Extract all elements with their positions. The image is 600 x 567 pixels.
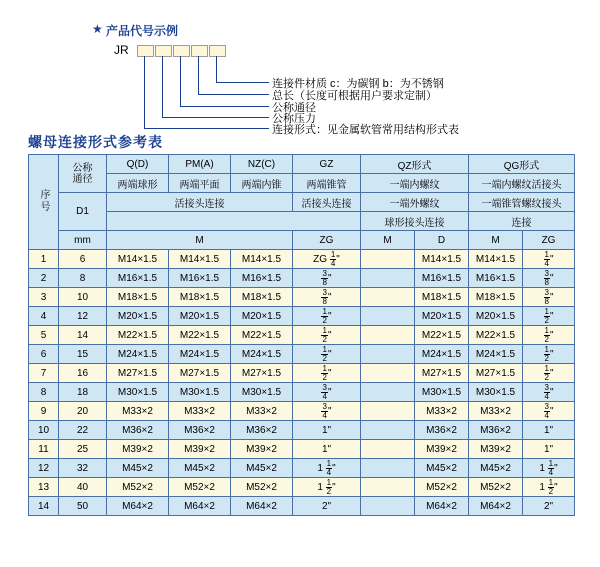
table-row: [29, 421, 575, 440]
leader-line-2-v: [198, 56, 199, 94]
cell-q: M20×1.5: [107, 307, 169, 326]
cell-seq: 9: [29, 402, 59, 421]
leader-line-1-h: [216, 82, 269, 83]
header-group-qg: QG形式: [469, 155, 575, 174]
cell-dn: 15: [59, 345, 107, 364]
cell-seq: 3: [29, 288, 59, 307]
code-prefix: JR: [114, 43, 129, 57]
cell-dn: 25: [59, 440, 107, 459]
product-code-diagram: [0, 0, 600, 136]
cell-dn: 8: [59, 269, 107, 288]
cell-pm: M16×1.5: [169, 269, 231, 288]
cell-seq: 6: [29, 345, 59, 364]
cell-qz-d: M18×1.5: [415, 288, 469, 307]
note-pressure: 公称压力: [272, 113, 316, 125]
cell-q: M64×2: [107, 497, 169, 516]
cell-q: M36×2: [107, 421, 169, 440]
cell-gz: $\frac{1}{2}$ ": [293, 345, 361, 364]
header-unit-zg: ZG: [293, 231, 361, 250]
cell-qg-m: M20×1.5: [469, 307, 523, 326]
table-row: [29, 440, 575, 459]
header-group-nz: NZ(C): [231, 155, 293, 174]
cell-seq: 13: [29, 478, 59, 497]
cell-pm: M36×2: [169, 421, 231, 440]
header-desc-nz: 两端内锥: [231, 174, 293, 193]
cell-seq: 4: [29, 307, 59, 326]
cell-nz: M39×2: [231, 440, 293, 459]
cell-pm: M33×2: [169, 402, 231, 421]
cell-nz: M36×2: [231, 421, 293, 440]
header-dn: 公称通径: [59, 155, 107, 193]
cell-qg-zg: $\frac{1}{2}$ ": [523, 364, 575, 383]
header-desc-q: 两端球形: [107, 174, 169, 193]
table-row: [29, 269, 575, 288]
leader-line-3-v: [180, 56, 181, 106]
code-box-3: [173, 45, 190, 57]
table-row: [29, 250, 575, 269]
cell-seq: 2: [29, 269, 59, 288]
cell-dn: 10: [59, 288, 107, 307]
cell-qg-zg: $\frac{3}{8}$ ": [523, 288, 575, 307]
cell-pm: M14×1.5: [169, 250, 231, 269]
cell-q: M45×2: [107, 459, 169, 478]
cell-qz-d: M14×1.5: [415, 250, 469, 269]
header-group-pm: PM(A): [169, 155, 231, 174]
header-group-qz: QZ形式: [361, 155, 469, 174]
cell-qz-d: M39×2: [415, 440, 469, 459]
cell-dn: 6: [59, 250, 107, 269]
cell-qz-d: M52×2: [415, 478, 469, 497]
cell-qz-d: M36×2: [415, 421, 469, 440]
cell-qz-d: M24×1.5: [415, 345, 469, 364]
cell-pm: M22×1.5: [169, 326, 231, 345]
cell-gz: $\frac{1}{2}$ ": [293, 364, 361, 383]
cell-qz-d: M27×1.5: [415, 364, 469, 383]
cell-nz: M45×2: [231, 459, 293, 478]
header-group-q: Q(D): [107, 155, 169, 174]
cell-nz: M18×1.5: [231, 288, 293, 307]
cell-qg-zg: $\frac{1}{2}$ ": [523, 326, 575, 345]
cell-gz: ZG $\frac{1}{4}$ ": [293, 250, 361, 269]
cell-gz: $\frac{1}{2}$ ": [293, 326, 361, 345]
cell-qg-zg: 2": [523, 497, 575, 516]
reference-table: [28, 154, 575, 516]
cell-qz-d: M45×2: [415, 459, 469, 478]
cell-qg-zg: $\frac{1}{2}$ ": [523, 345, 575, 364]
cell-qz-m: [361, 326, 415, 345]
table-row: [29, 497, 575, 516]
header-span-gz: 活接头连接: [293, 193, 361, 212]
cell-nz: M20×1.5: [231, 307, 293, 326]
cell-qg-m: M45×2: [469, 459, 523, 478]
cell-gz: $\frac{3}{4}$ ": [293, 402, 361, 421]
cell-qg-zg: $\frac{1}{2}$ ": [523, 307, 575, 326]
cell-qz-d: M30×1.5: [415, 383, 469, 402]
table-row: [29, 364, 575, 383]
leader-line-4-v: [162, 56, 163, 117]
header-unit-qz-m: M: [361, 231, 415, 250]
cell-qz-d: M22×1.5: [415, 326, 469, 345]
header-group-gz: GZ: [293, 155, 361, 174]
cell-seq: 12: [29, 459, 59, 478]
code-box-4: [191, 45, 208, 57]
note-length: 总长（长度可根据用户要求定制）: [272, 90, 437, 102]
cell-qz-m: [361, 440, 415, 459]
note-diameter: 公称通径: [272, 102, 316, 114]
header-span-qz-sub: 一端外螺纹: [361, 193, 469, 212]
cell-qg-m: M27×1.5: [469, 364, 523, 383]
cell-pm: M52×2: [169, 478, 231, 497]
code-box-5: [209, 45, 226, 57]
cell-gz: 1": [293, 421, 361, 440]
cell-seq: 10: [29, 421, 59, 440]
cell-q: M16×1.5: [107, 269, 169, 288]
cell-qz-m: [361, 307, 415, 326]
table-row: [29, 288, 575, 307]
table-title: 螺母连接形式参考表: [28, 134, 163, 150]
cell-qg-m: M22×1.5: [469, 326, 523, 345]
header-desc-qz: 一端内螺纹: [361, 174, 469, 193]
cell-qz-d: M33×2: [415, 402, 469, 421]
cell-qg-zg: 1 $\frac{1}{2}$ ": [523, 478, 575, 497]
cell-gz: $\frac{3}{8}$ ": [293, 288, 361, 307]
cell-gz: 2": [293, 497, 361, 516]
header-desc-qg: 一端内螺纹活接头: [469, 174, 575, 193]
cell-q: M33×2: [107, 402, 169, 421]
header-blank-left: [107, 212, 361, 231]
cell-qg-zg: 1 $\frac{1}{4}$ ": [523, 459, 575, 478]
cell-dn: 16: [59, 364, 107, 383]
cell-gz: 1 $\frac{1}{2}$ ": [293, 478, 361, 497]
cell-seq: 7: [29, 364, 59, 383]
cell-gz: $\frac{3}{4}$ ": [293, 383, 361, 402]
cell-nz: M27×1.5: [231, 364, 293, 383]
cell-q: M18×1.5: [107, 288, 169, 307]
nut-connection-table: [28, 154, 574, 516]
cell-qz-m: [361, 478, 415, 497]
header-unit-qg-m: M: [469, 231, 523, 250]
cell-dn: 32: [59, 459, 107, 478]
cell-dn: 22: [59, 421, 107, 440]
cell-gz: 1 $\frac{1}{4}$ ": [293, 459, 361, 478]
table-row: [29, 345, 575, 364]
note-connection: 连接形式：见金属软管常用结构形式表: [272, 124, 459, 136]
cell-qg-zg: 1": [523, 440, 575, 459]
cell-qg-m: M39×2: [469, 440, 523, 459]
cell-qg-m: M64×2: [469, 497, 523, 516]
cell-nz: M52×2: [231, 478, 293, 497]
cell-seq: 1: [29, 250, 59, 269]
leader-line-4-h: [162, 117, 269, 118]
cell-pm: M18×1.5: [169, 288, 231, 307]
cell-qz-m: [361, 288, 415, 307]
leader-line-2-h: [198, 94, 269, 95]
header-unit-qz-d: D: [415, 231, 469, 250]
cell-qz-m: [361, 383, 415, 402]
cell-pm: M27×1.5: [169, 364, 231, 383]
cell-qg-m: M24×1.5: [469, 345, 523, 364]
cell-nz: M33×2: [231, 402, 293, 421]
cell-nz: M16×1.5: [231, 269, 293, 288]
cell-qg-zg: $\frac{3}{4}$ ": [523, 383, 575, 402]
leader-line-5-v: [144, 56, 145, 128]
cell-qz-m: [361, 459, 415, 478]
cell-q: M30×1.5: [107, 383, 169, 402]
cell-gz: $\frac{1}{2}$ ": [293, 307, 361, 326]
header-unit-qg-zg: ZG: [523, 231, 575, 250]
cell-q: M22×1.5: [107, 326, 169, 345]
cell-qg-zg: 1": [523, 421, 575, 440]
cell-seq: 5: [29, 326, 59, 345]
cell-q: M14×1.5: [107, 250, 169, 269]
cell-gz: $\frac{3}{8}$ ": [293, 269, 361, 288]
cell-qg-m: M16×1.5: [469, 269, 523, 288]
cell-seq: 8: [29, 383, 59, 402]
header-desc-gz: 两端锥管: [293, 174, 361, 193]
cell-qg-m: M33×2: [469, 402, 523, 421]
header-seq: 序号: [29, 155, 59, 250]
table-row: [29, 402, 575, 421]
leader-line-1-v: [216, 56, 217, 82]
cell-qz-d: M64×2: [415, 497, 469, 516]
cell-nz: M14×1.5: [231, 250, 293, 269]
diagram-title: 产品代号示例: [106, 24, 179, 38]
code-box-1: [137, 45, 154, 57]
cell-nz: M30×1.5: [231, 383, 293, 402]
cell-qz-m: [361, 364, 415, 383]
cell-qz-m: [361, 269, 415, 288]
cell-qg-zg: $\frac{3}{4}$ ": [523, 402, 575, 421]
cell-q: M24×1.5: [107, 345, 169, 364]
cell-pm: M64×2: [169, 497, 231, 516]
cell-qz-d: M16×1.5: [415, 269, 469, 288]
table-row: [29, 326, 575, 345]
header-span-qg: 连接: [469, 212, 575, 231]
table-row: [29, 307, 575, 326]
star-icon: ★: [92, 22, 103, 36]
cell-gz: 1": [293, 440, 361, 459]
cell-pm: M24×1.5: [169, 345, 231, 364]
cell-dn: 40: [59, 478, 107, 497]
cell-q: M39×2: [107, 440, 169, 459]
cell-qz-d: M20×1.5: [415, 307, 469, 326]
cell-qz-m: [361, 421, 415, 440]
cell-qg-m: M14×1.5: [469, 250, 523, 269]
cell-pm: M45×2: [169, 459, 231, 478]
header-unit-mm: mm: [59, 231, 107, 250]
header-desc-pm: 两端平面: [169, 174, 231, 193]
cell-qg-m: M18×1.5: [469, 288, 523, 307]
cell-seq: 11: [29, 440, 59, 459]
cell-dn: 12: [59, 307, 107, 326]
cell-qz-m: [361, 402, 415, 421]
cell-dn: 14: [59, 326, 107, 345]
cell-qg-m: M36×2: [469, 421, 523, 440]
cell-dn: 20: [59, 402, 107, 421]
cell-nz: M64×2: [231, 497, 293, 516]
cell-qg-m: M52×2: [469, 478, 523, 497]
note-material: 连接件材质 c：为碳钢 b：为不锈钢: [272, 78, 444, 90]
cell-qg-zg: $\frac{1}{4}$ ": [523, 250, 575, 269]
table-row: [29, 383, 575, 402]
cell-qz-m: [361, 250, 415, 269]
cell-q: M52×2: [107, 478, 169, 497]
cell-qg-m: M30×1.5: [469, 383, 523, 402]
header-span-left: 活接头连接: [107, 193, 293, 212]
header-span-qg-sub: 一端锥管螺纹接头: [469, 193, 575, 212]
leader-line-5-h: [144, 128, 269, 129]
table-body: [29, 250, 575, 516]
cell-q: M27×1.5: [107, 364, 169, 383]
cell-dn: 18: [59, 383, 107, 402]
cell-qz-m: [361, 345, 415, 364]
cell-pm: M20×1.5: [169, 307, 231, 326]
cell-nz: M22×1.5: [231, 326, 293, 345]
cell-qz-m: [361, 497, 415, 516]
cell-pm: M30×1.5: [169, 383, 231, 402]
table-row: [29, 478, 575, 497]
header-span-qz: 球形接头连接: [361, 212, 469, 231]
header-unit-m: M: [107, 231, 293, 250]
cell-qg-zg: $\frac{3}{8}$ ": [523, 269, 575, 288]
cell-nz: M24×1.5: [231, 345, 293, 364]
leader-line-3-h: [180, 106, 269, 107]
cell-seq: 14: [29, 497, 59, 516]
code-box-2: [155, 45, 172, 57]
table-row: [29, 459, 575, 478]
header-d1: D1: [59, 193, 107, 231]
cell-pm: M39×2: [169, 440, 231, 459]
cell-dn: 50: [59, 497, 107, 516]
